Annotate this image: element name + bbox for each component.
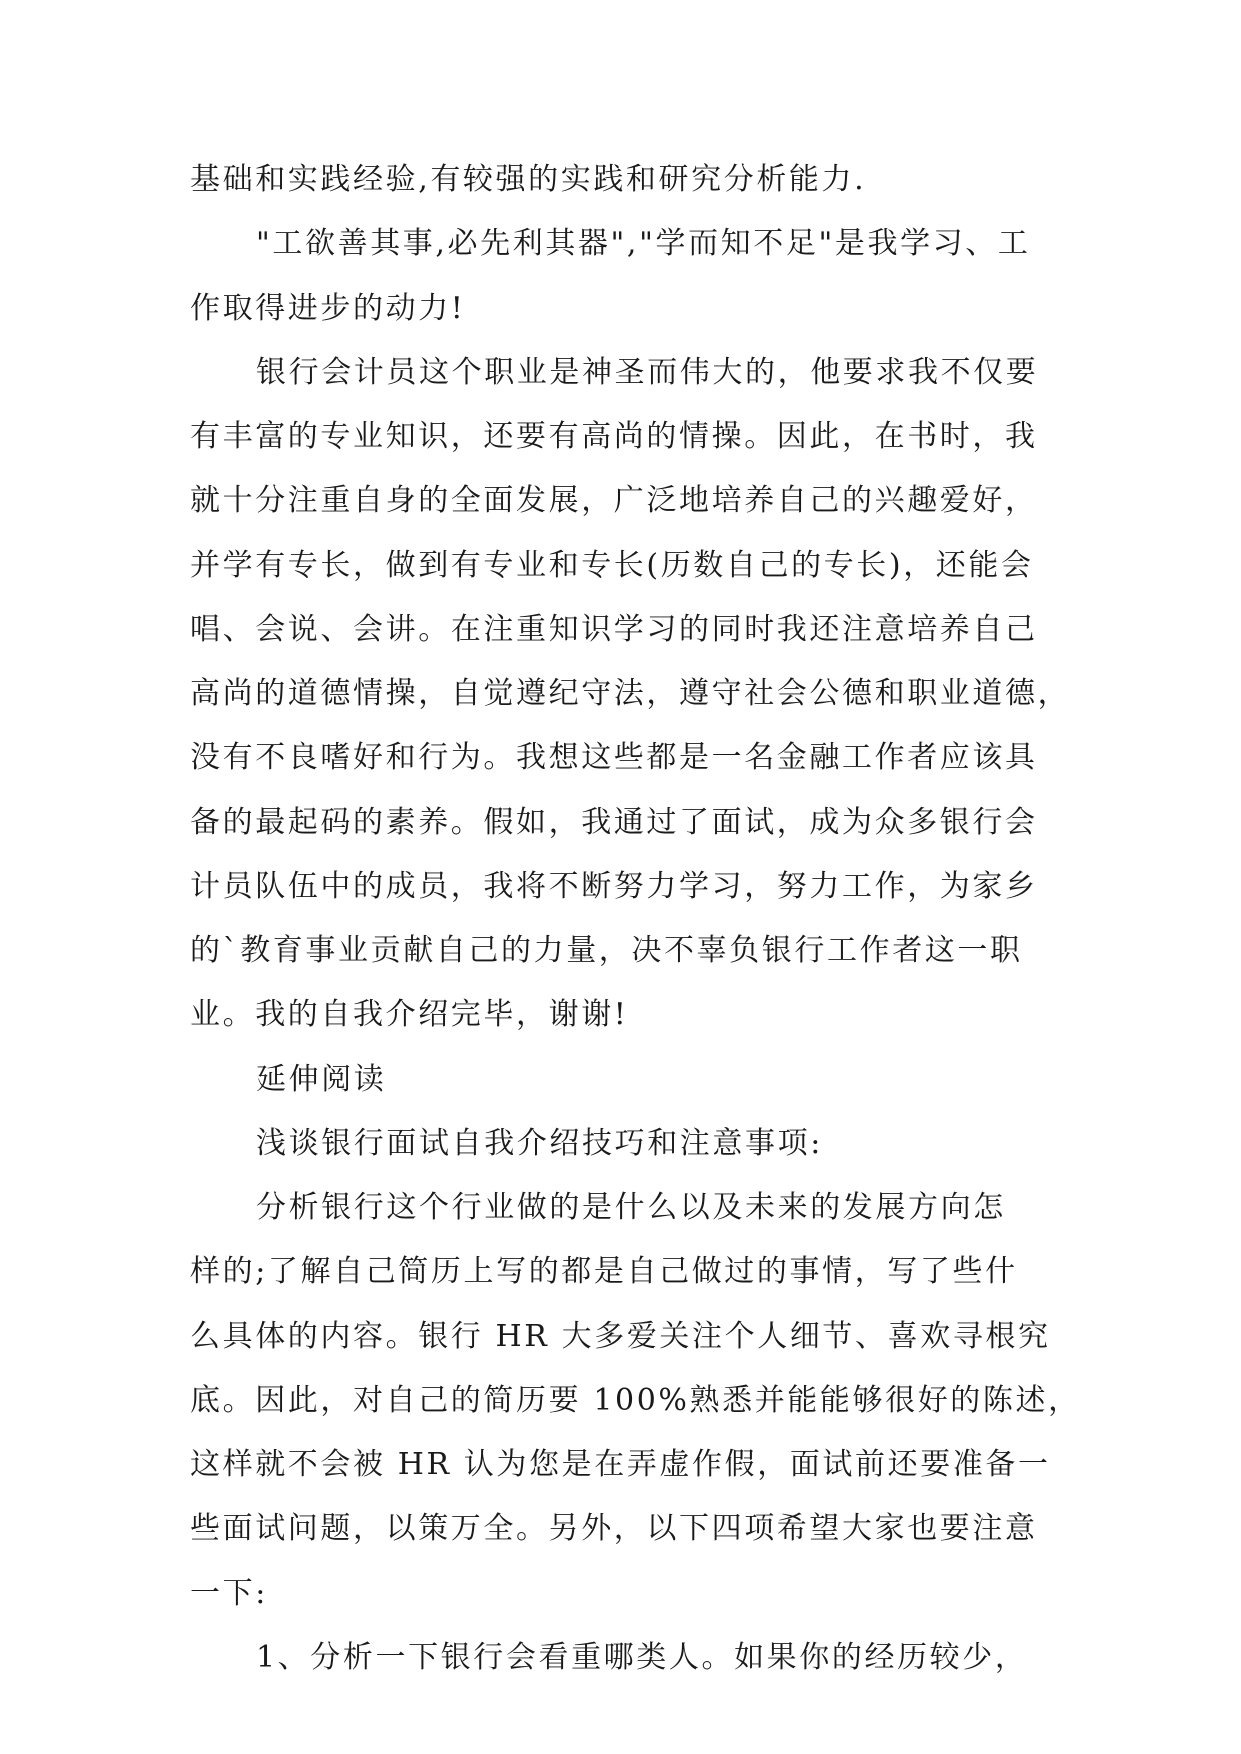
text-line: 备的最起码的素养。假如，我通过了面试，成为众多银行会 [190, 804, 1038, 840]
text-line: 底。因此，对自己的简历要 100%熟悉并能能够很好的陈述， [190, 1382, 1081, 1418]
text-line: 些面试问题，以策万全。另外，以下四项希望大家也要注意 [190, 1511, 1038, 1547]
text-line: "工欲善其事,必先利其器","学而知不足"是我学习、工 [256, 226, 1031, 262]
text-line: 延伸阅读 [256, 1061, 387, 1097]
text-line: 高尚的道德情操，自觉遵纪守法，遵守社会公德和职业道德， [190, 676, 1071, 711]
text-line: 的`教育事业贡献自己的力量，决不辜负银行工作者这一职 [190, 933, 1023, 968]
text-line: 业。我的自我介绍完毕，谢谢! [190, 997, 629, 1033]
text-line: 唱、会说、会讲。在注重知识学习的同时我还注意培养自己 [190, 611, 1038, 647]
text-line: 分析银行这个行业做的是什么以及未来的发展方向怎 [256, 1190, 1006, 1225]
text-line: 作取得进步的动力! [190, 290, 466, 326]
text-line: 计员队伍中的成员，我将不断努力学习，努力工作，为家乡 [190, 868, 1038, 904]
document-body [190, 160, 1081, 1702]
text-line: 银行会计员这个职业是神圣而伟大的，他要求我不仅要 [256, 354, 1039, 390]
text-line: 这样就不会被 HR 认为您是在弄虚作假，面试前还要准备一 [190, 1447, 1051, 1482]
text-line: 没有不良嗜好和行为。我想这些都是一名金融工作者应该具 [190, 740, 1038, 776]
text-line: 基础和实践经验,有较强的实践和研究分析能力. [190, 162, 867, 197]
text-line: 1、分析一下银行会看重哪类人。如果你的经历较少， [256, 1639, 1028, 1675]
text-line: 并学有专长，做到有专业和专长(历数自己的专长)，还能会 [190, 547, 1034, 583]
text-line: 么具体的内容。银行 HR 大多爱关注个人细节、喜欢寻根究 [190, 1318, 1051, 1354]
text-line: 有丰富的专业知识，还要有高尚的情操。因此，在书时，我 [190, 419, 1038, 454]
text-line: 浅谈银行面试自我介绍技巧和注意事项: [256, 1125, 823, 1161]
text-line: 一下: [190, 1575, 268, 1611]
text-line: 就十分注重自身的全面发展，广泛地培养自己的兴趣爱好， [190, 483, 1038, 519]
document-page [190, 160, 1081, 1702]
text-line: 样的;了解自己简历上写的都是自己做过的事情，写了些什 [190, 1254, 1018, 1290]
